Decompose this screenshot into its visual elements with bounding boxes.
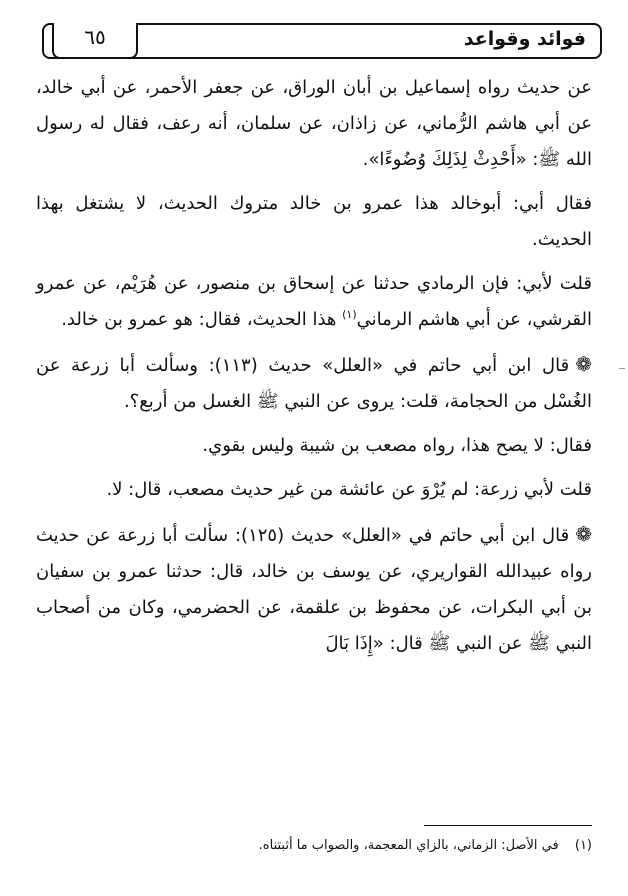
paragraph-3 xyxy=(36,266,592,338)
paragraph-text: قال ابن أبي حاتم في «العلل» حديث (١٢٥): سألت أبا زرعة عن حديث رواه عبيدالله القواريري، عن يوسف بن خالد، قال: حدثنا عمرو بن سفيان بن أبي البكرات، عن محفوظ بن علقمة، عن الحضرمي، وكان من أصحاب النبي ﷺ عن النبي ﷺ قال: «إِذَا بَالَ xyxy=(36,525,592,654)
paragraph-2 xyxy=(36,186,592,258)
paragraph-text: قلت لأبي: فإن الرمادي حدثنا عن إسحاق بن منصور، عن هُرَيْم، عن عمرو القرشي، عن أبي هاشم الرماني xyxy=(36,273,592,330)
paragraph-text: قال ابن أبي حاتم في «العلل» حديث (١١٣): وسألت أبا زرعة عن الغُسْل من الحجامة، قلت: يروى عن النبي ﷺ الغسل من أربع؟. xyxy=(36,355,592,412)
paragraph-text: فقال أبي: أبوخالد هذا عمرو بن خالد متروك الحديث، لا يشتغل بهذا الحديث. xyxy=(36,193,592,250)
running-header xyxy=(42,23,602,59)
paragraph-6 xyxy=(36,472,592,508)
footnote-text: في الأصل: الزماني، بالزاي المعجمة، والصواب ما أثبتناه. xyxy=(258,838,559,853)
flower-ornament-icon: ❁ xyxy=(575,352,592,376)
footnote-number: (١) xyxy=(574,838,592,853)
margin-mark xyxy=(619,368,625,369)
paragraph-7 xyxy=(36,516,592,662)
paragraph-text: فقال: لا يصح هذا، رواه مصعب بن شيبة وليس بقوي. xyxy=(202,435,592,456)
page-number-tab xyxy=(52,23,138,59)
footnote xyxy=(36,838,592,853)
paragraph-text: هذا الحديث، فقال: هو عمرو بن خالد. xyxy=(61,309,343,330)
page-number: ٦٥ xyxy=(84,25,106,49)
page-body xyxy=(36,70,592,670)
flower-ornament-icon: ❁ xyxy=(575,522,592,546)
header-title: فوائد وقواعد xyxy=(463,28,586,50)
paragraph-text: قلت لأبي زرعة: لم يُرْوَ عن عائشة من غير حديث مصعب، قال: لا. xyxy=(106,479,592,500)
paragraph-5 xyxy=(36,428,592,464)
paragraph-text: عن حديث رواه إسماعيل بن أبان الوراق، عن جعفر الأحمر، عن أبي خالد، عن أبي هاشم الرُّماني، عن زاذان، عن سلمان، أنه رعف، فقال له رسول الله ﷺ: «أَحْدِثْ لِذَلِكَ وُضُوءًا». xyxy=(36,77,592,170)
footnote-divider xyxy=(424,825,592,826)
footnote-marker: (١) xyxy=(342,308,357,321)
paragraph-1 xyxy=(36,70,592,178)
paragraph-4 xyxy=(36,346,592,420)
